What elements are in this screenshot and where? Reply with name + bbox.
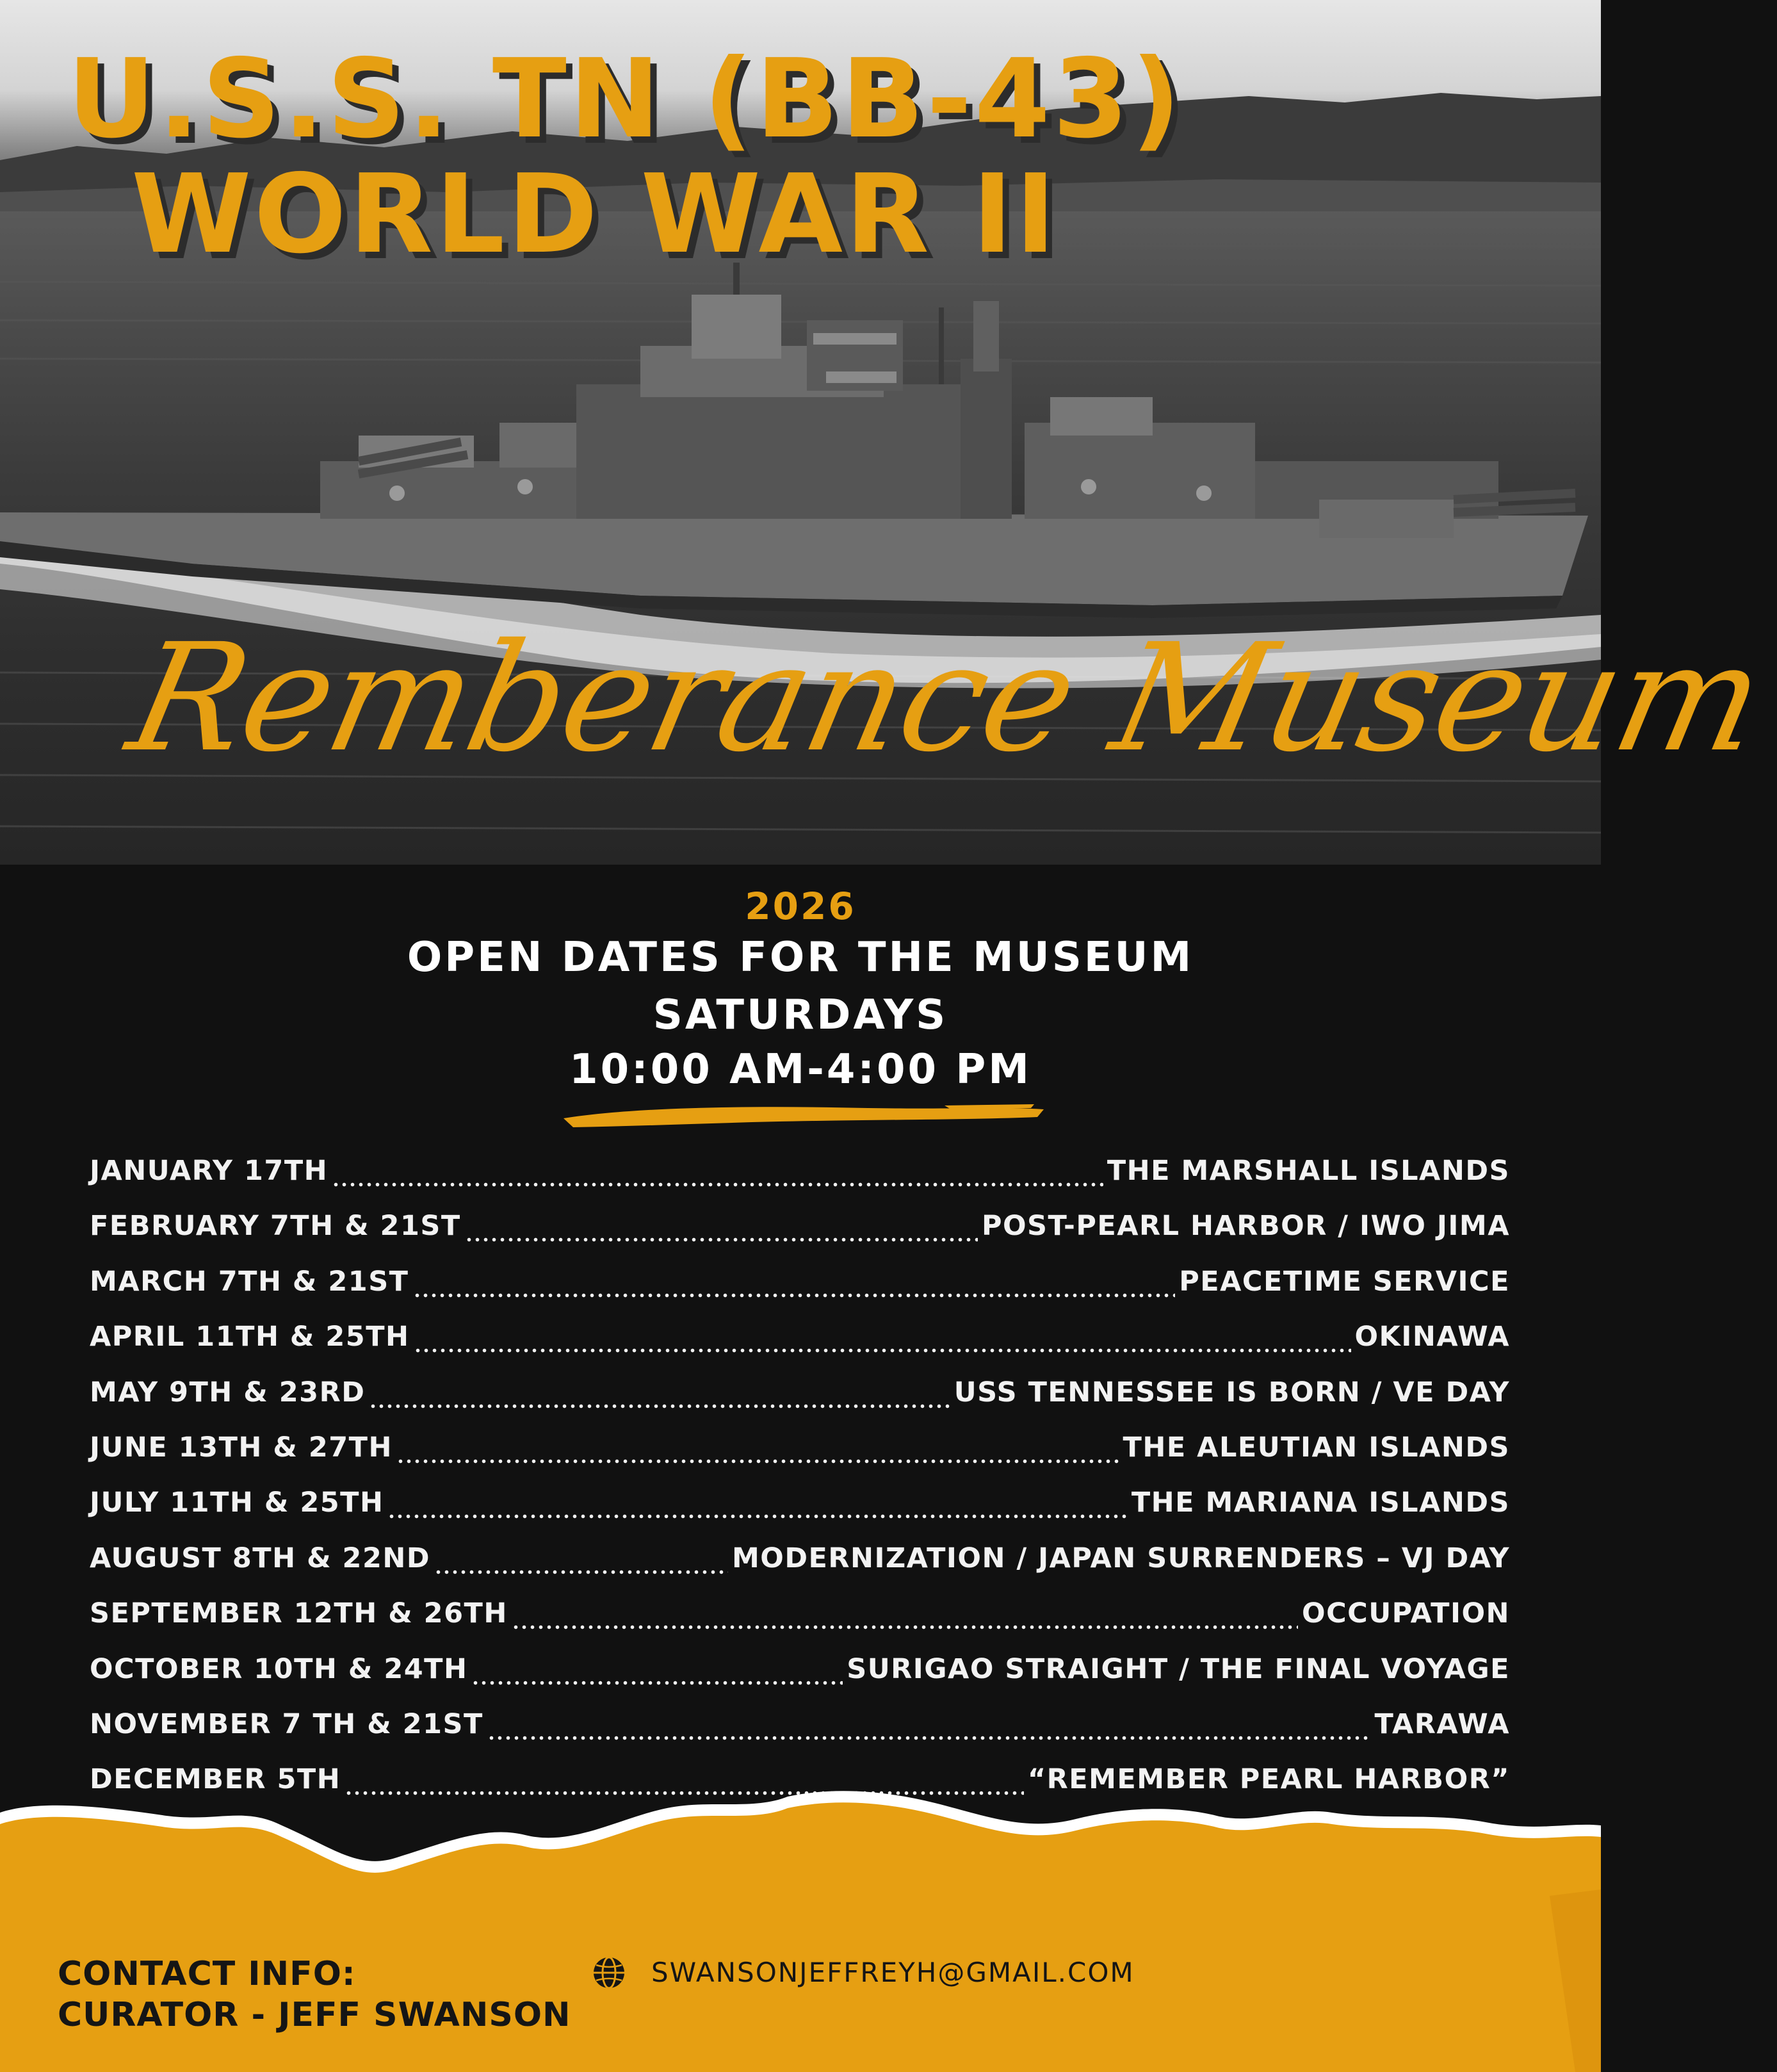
schedule-row <box>90 1365 1510 1420</box>
schedule-event: TARAWA <box>1374 1708 1510 1740</box>
schedule-date: JUNE 13TH & 27TH <box>90 1431 393 1464</box>
schedule-event: THE ALEUTIAN ISLANDS <box>1123 1431 1510 1464</box>
dot-leader <box>434 1531 728 1586</box>
schedule-event: “REMEMBER PEARL HARBOR” <box>1027 1763 1510 1796</box>
hours-heading: 10:00 AM-4:00 PM <box>569 1046 1032 1093</box>
brush-underline <box>560 1100 1047 1129</box>
schedule-event: THE MARSHALL ISLANDS <box>1107 1155 1510 1187</box>
dot-leader <box>387 1475 1127 1530</box>
dot-leader <box>369 1365 950 1420</box>
schedule-event: USS TENNESSEE IS BORN / VE DAY <box>953 1376 1510 1408</box>
contact-label: CONTACT INFO: <box>58 1955 356 1993</box>
globe-icon <box>592 1956 626 1989</box>
dot-leader <box>512 1586 1298 1641</box>
schedule-event: PEACETIME SERVICE <box>1179 1265 1510 1298</box>
museum-script-title: Remberance Museum <box>116 612 1777 785</box>
saturdays-heading: SATURDAYS <box>653 991 948 1039</box>
schedule-row <box>90 1309 1510 1364</box>
year-heading: 2026 <box>745 885 856 928</box>
dot-leader <box>487 1697 1371 1752</box>
schedule-row <box>90 1198 1510 1253</box>
schedule-row <box>90 1531 1510 1586</box>
schedule-event: THE MARIANA ISLANDS <box>1131 1487 1510 1519</box>
contact-block <box>58 1954 571 2035</box>
curator-name: CURATOR - JEFF SWANSON <box>58 1996 571 2034</box>
schedule-row <box>90 1697 1510 1752</box>
schedule-list <box>90 1143 1510 1807</box>
schedule-date: AUGUST 8TH & 22ND <box>90 1542 431 1574</box>
dot-leader <box>413 1254 1176 1309</box>
schedule-row <box>90 1420 1510 1475</box>
email-address[interactable]: SWANSONJEFFREYH@GMAIL.COM <box>651 1957 1135 1988</box>
dot-leader <box>465 1198 978 1253</box>
dot-leader <box>332 1143 1103 1198</box>
schedule-row <box>90 1642 1510 1697</box>
schedule-event: POST-PEARL HARBOR / IWO JIMA <box>981 1210 1510 1243</box>
schedule-date: MARCH 7TH & 21ST <box>90 1265 409 1298</box>
poster-title-line-2: WORLD WAR II <box>131 151 1059 278</box>
schedule-date: MAY 9TH & 23RD <box>90 1376 366 1408</box>
schedule-date: SEPTEMBER 12TH & 26TH <box>90 1597 508 1630</box>
schedule-event: SURIGAO STRAIGHT / THE FINAL VOYAGE <box>847 1652 1510 1685</box>
schedule-event: MODERNIZATION / JAPAN SURRENDERS – VJ DAY <box>731 1542 1510 1574</box>
schedule-date: JANUARY 17TH <box>90 1155 329 1187</box>
open-dates-heading: OPEN DATES FOR THE MUSEUM <box>407 934 1194 981</box>
schedule-date: APRIL 11TH & 25TH <box>90 1321 410 1353</box>
schedule-row <box>90 1475 1510 1530</box>
schedule-event: OKINAWA <box>1354 1321 1510 1353</box>
schedule-date: FEBRUARY 7TH & 21ST <box>90 1210 461 1243</box>
schedule-date: JULY 11TH & 25TH <box>90 1487 384 1519</box>
hero-photo <box>0 0 1777 865</box>
schedule-date: OCTOBER 10TH & 24TH <box>90 1652 468 1685</box>
schedule-event: OCCUPATION <box>1302 1597 1510 1630</box>
dot-leader <box>471 1642 843 1697</box>
dot-leader <box>414 1309 1351 1364</box>
email-contact[interactable] <box>592 1954 1135 1992</box>
schedule-row <box>90 1143 1510 1198</box>
schedule-row <box>90 1254 1510 1309</box>
dot-leader <box>396 1420 1119 1475</box>
poster-title-line-1: U.S.S. TN (BB-43) <box>67 36 1183 163</box>
schedule-date: DECEMBER 5TH <box>90 1763 341 1796</box>
schedule-row <box>90 1586 1510 1641</box>
schedule-date: NOVEMBER 7 TH & 21ST <box>90 1708 483 1740</box>
